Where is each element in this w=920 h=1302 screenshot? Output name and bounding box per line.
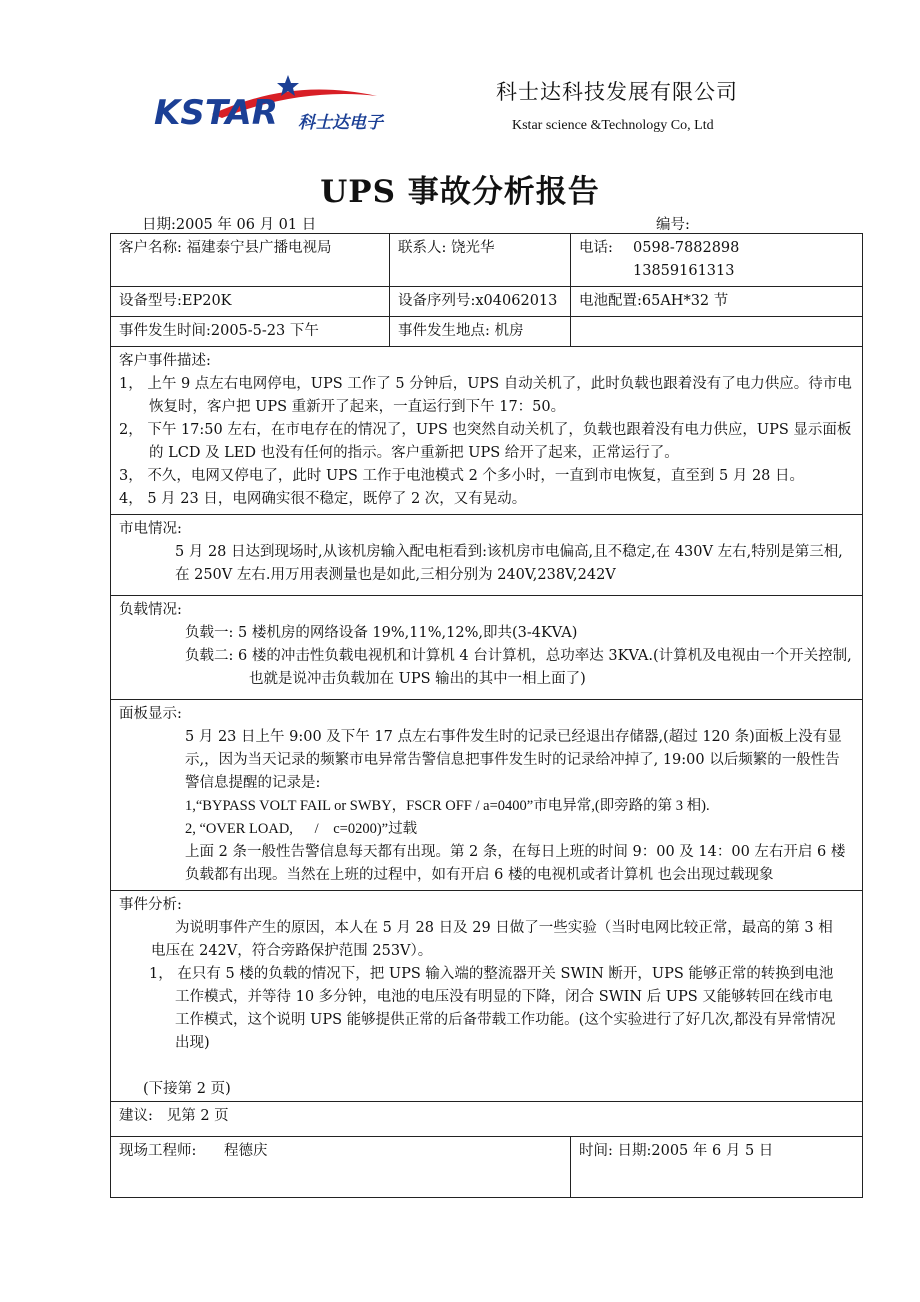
battery-config: 电池配置:65AH*32 节 — [579, 293, 729, 309]
footer-date-cell — [571, 1137, 863, 1198]
suggestion-cell — [111, 1102, 863, 1137]
mains-title: 市电情况: — [119, 521, 182, 537]
event-location: 事件发生地点: 机房 — [398, 323, 524, 339]
footer-date: 时间: 日期:2005 年 6 月 5 日 — [579, 1143, 774, 1159]
panel-text-2: 上面 2 条一般性告警信息每天都有出现。第 2 条，在每日上班的时间 9：00 及 14：00 左右开启 6 楼负载都有出现。当然在上班的过程中，如有开启 6 楼的电视机或者计算机 也会出现过载现象 — [185, 844, 846, 883]
company-name-en: Kstar science &Technology Co, Ltd — [512, 118, 714, 133]
description-item: 3， 不久，电网又停电了，此时 UPS 工作于电池模式 2 个多小时，一直到市电恢复，直至到 5 月 28 日。 — [119, 468, 805, 484]
equipment-model: 设备型号:EP20K — [119, 293, 232, 309]
panel-row — [111, 700, 863, 891]
continued-note: (下接第 2 页) — [143, 1081, 231, 1097]
analysis-intro: 为说明事件产生的原因，本人在 5 月 28 日及 29 日做了一些实验（当时电网比较正常，最高的第 3 相电压在 242V，符合旁路保护范围 253V）。 — [151, 920, 833, 959]
event-time-cell — [111, 317, 390, 347]
description-row — [111, 347, 863, 515]
description-item: 2， 下午 17:50 左右，在市电存在的情况了，UPS 也突然自动关机了，负载也跟着没有电力供应，UPS 显示面板的 LCD 及 LED 也没有任何的指示。客户重新把 UPS 给开了起来，正常运行了。 — [119, 422, 852, 461]
suggestion: 建议: 见第 2 页 — [119, 1108, 229, 1124]
panel-text-1: 5 月 23 日上午 9:00 及下午 17 点左右事件发生时的记录已经退出存储器,(超过 120 条)面板上没有显示,，因为当天记录的频繁市电异常告警信息把事件发生时的记录给冲掉了, 19:00 以后频繁的一般性告警信息提醒的记录是: — [185, 729, 842, 791]
event-time: 事件发生时间:2005-5-23 下午 — [119, 323, 319, 339]
panel-alarm-1: 1,“BYPASS VOLT FAIL or SWBY，FSCR OFF / a=0400”市电异常,(即旁路的第 3 相). — [185, 798, 710, 814]
description-item: 1， 上午 9 点左右电网停电，UPS 工作了 5 分钟后，UPS 自动关机了，此时负载也跟着没有了电力供应。待市电恢复时，客户把 UPS 重新开了起来，一直运行到下午 17：50。 — [119, 376, 852, 415]
description-cell — [111, 347, 863, 515]
panel-title: 面板显示: — [119, 706, 182, 722]
contact-person: 联系人: 饶光华 — [398, 240, 495, 256]
company-name-cn: 科士达科技发展有限公司 — [496, 80, 738, 104]
contact-cell — [390, 234, 571, 287]
customer-row — [111, 234, 863, 287]
panel-cell — [111, 700, 863, 891]
report-number: 编号: — [656, 217, 690, 233]
phone-number-1: 0598-7882898 — [633, 240, 740, 256]
engineer-cell — [111, 1137, 571, 1198]
logo-cn-text: 科士达电子 — [298, 113, 383, 133]
phone-number-2: 13859161313 — [633, 263, 735, 279]
logo-text: KSTAR — [154, 93, 278, 133]
report-title: UPS 事故分析报告 — [320, 174, 600, 210]
event-row — [111, 317, 863, 347]
report-date: 日期:2005 年 06 月 01 日 — [142, 217, 317, 233]
customer-name: 客户名称: 福建泰宁县广播电视局 — [119, 240, 332, 256]
analysis-item-1: 1， 在只有 5 楼的负载的情况下，把 UPS 输入端的整流器开关 SWIN 断开，UPS 能够正常的转换到电池工作模式，并等待 10 多分钟，电池的电压没有明显的下降，闭合 SWIN 后 UPS 又能够转回在线市电工作模式，这个说明 UPS 能够提供正常的后备带载工作功能。(这个实验进行了好几次,都没有异常情况出现) — [149, 966, 836, 1051]
report-table — [110, 233, 863, 1198]
analysis-title: 事件分析: — [119, 897, 182, 913]
serial-cell — [390, 287, 571, 317]
battery-cell — [571, 287, 863, 317]
equipment-serial: 设备序列号:x04062013 — [398, 293, 558, 309]
field-engineer: 现场工程师: 程德庆 — [119, 1143, 268, 1159]
load-two: 负载二: 6 楼的冲击性负载电视机和计算机 4 台计算机，总功率达 3KVA.(计算机及电视由一个开关控制,也就是说冲击负载加在 UPS 输出的其中一相上面了) — [185, 648, 852, 687]
event-location-cell — [390, 317, 571, 347]
load-cell — [111, 596, 863, 700]
analysis-cell — [111, 891, 863, 1102]
kstar-logo — [152, 70, 392, 134]
description-item: 4， 5 月 23 日，电网确实很不稳定，既停了 2 次，又有晃动。 — [119, 491, 527, 507]
mains-text: 5 月 28 日达到现场时,从该机房输入配电柜看到:该机房市电偏高,且不稳定,在 430V 左右,特别是第三相,在 250V 左右.用万用表测量也是如此,三相分别为 240V,238V,242V — [175, 544, 843, 583]
equipment-row — [111, 287, 863, 317]
customer-name-cell — [111, 234, 390, 287]
load-title: 负载情况: — [119, 602, 182, 618]
phone-label: 电话: — [579, 240, 613, 256]
footer-row — [111, 1137, 863, 1198]
suggestion-row — [111, 1102, 863, 1137]
mains-cell — [111, 515, 863, 596]
load-row — [111, 596, 863, 700]
description-title: 客户事件描述: — [119, 353, 211, 369]
analysis-row — [111, 891, 863, 1102]
load-one: 负载一: 5 楼机房的网络设备 19%,11%,12%,即共(3-4KVA) — [185, 625, 578, 641]
mains-row — [111, 515, 863, 596]
model-cell — [111, 287, 390, 317]
panel-alarm-2: 2, “OVER LOAD, / c=0200)”过载 — [185, 821, 418, 837]
phone-cell — [571, 234, 863, 287]
empty-cell — [571, 317, 863, 347]
